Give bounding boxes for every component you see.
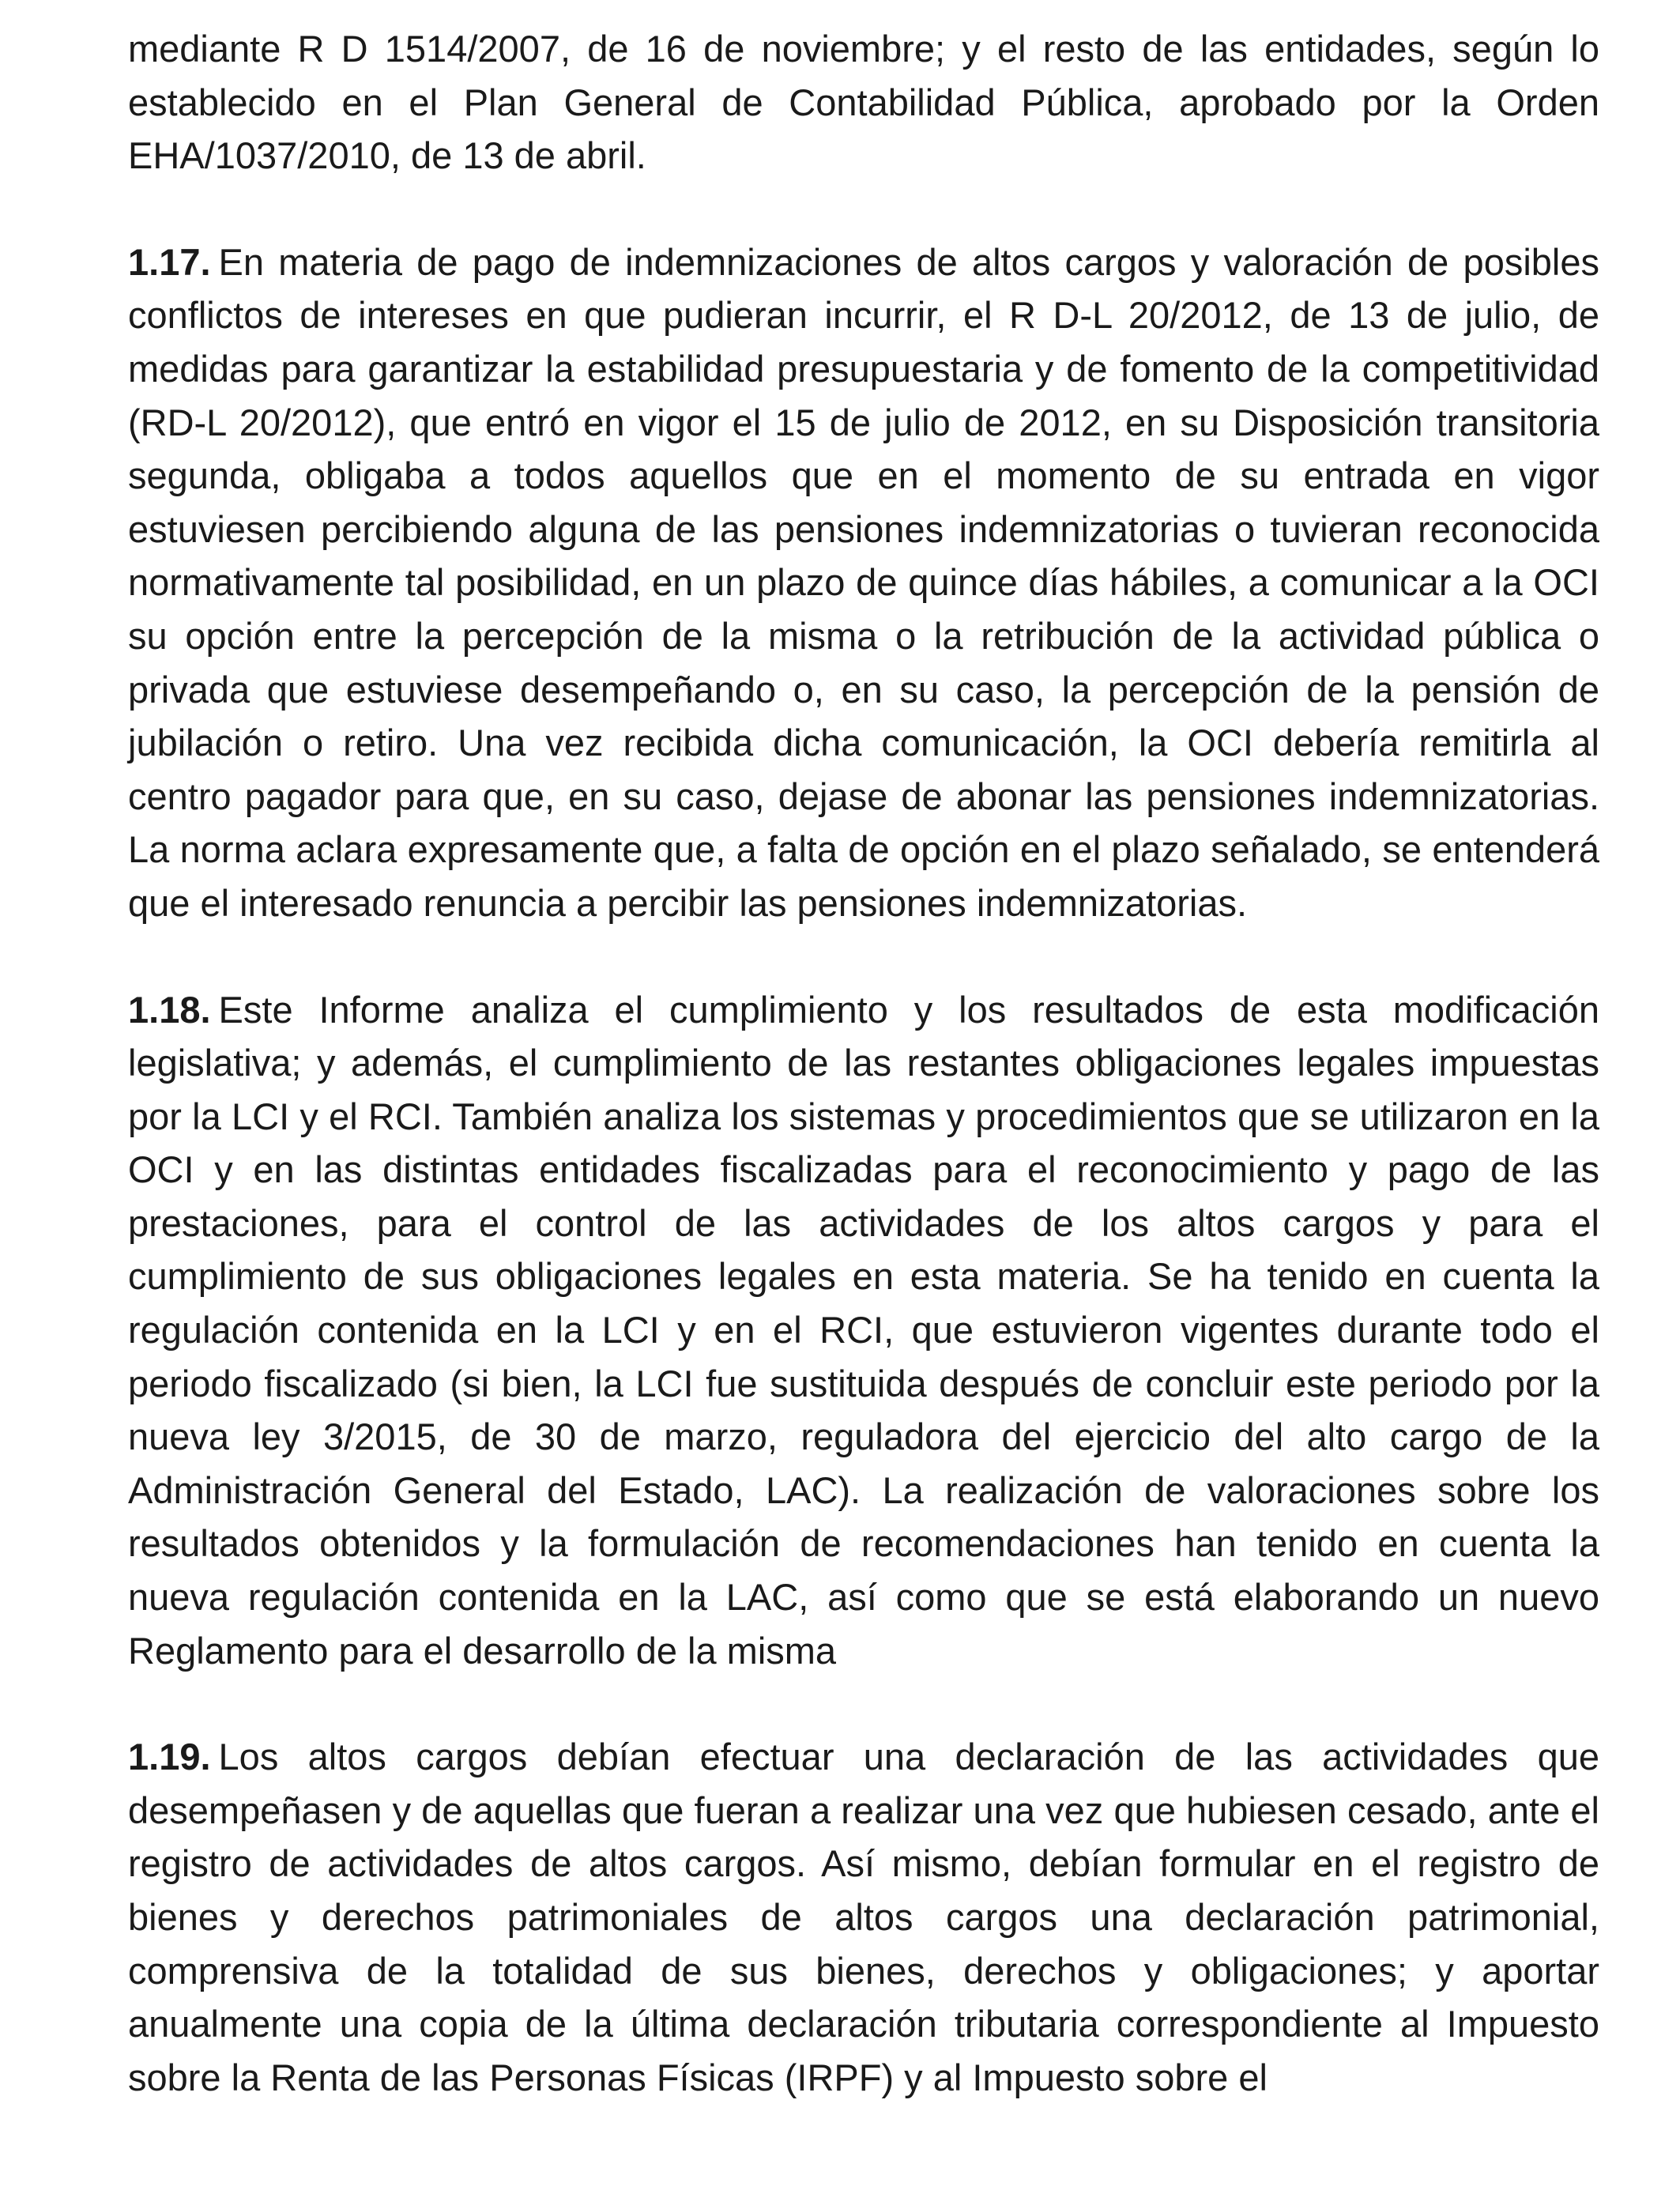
paragraph-text: Este Informe analiza el cumplimiento y los resultados de esta modificación legislativa; y además, el cumplimiento de las restantes obligaciones legales impuestas por la LCI y el RCI. También analiza los sistemas y procedimientos que se utilizaron en la OCI y en las distintas entidades fiscalizadas para el reconocimiento y pago de las prestaciones, para el control de las actividades de los altos cargos y para el cumplimiento de sus obligaciones legales en esta materia. Se ha tenido en cuenta la regulación contenida en la LCI y en el RCI, que estuvieron vigentes durante todo el periodo fiscalizado (si bien, la LCI fue sustituida después de concluir este periodo por la nueva ley 3/2015, de 30 de marzo, reguladora del ejercicio del alto cargo de la Administración General del Estado, LAC). La realización de valoraciones sobre los resultados obtenidos y la formulación de recomendaciones han tenido en cuenta la nueva regulación contenida en la LAC, así como que se está elaborando un nuevo Reglamento para el desarrollo de la misma [128,988,1599,1672]
paragraph-1-19 [128,1730,1599,2104]
paragraph-text: mediante R D 1514/2007, de 16 de noviembre; y el resto de las entidades, según lo establecido en el Plan General de Contabilidad Pública, aprobado por la Orden EHA/1037/2010, de 13 de abril. [128,28,1599,177]
paragraph-text: En materia de pago de indemnizaciones de altos cargos y valoración de posibles conflictos de intereses en que pudieran incurrir, el R D-L 20/2012, de 13 de julio, de medidas para garantizar la estabilidad presupuestaria y de fomento de la competitividad (RD-L 20/2012), que entró en vigor el 15 de julio de 2012, en su Disposición transitoria segunda, obligaba a todos aquellos que en el momento de su entrada en vigor estuviesen percibiendo alguna de las pensiones indemnizatorias o tuvieran reconocida normativamente tal posibilidad, en un plazo de quince días hábiles, a comunicar a la OCI su opción entre la percepción de la misma o la retribución de la actividad pública o privada que estuviese desempeñando o, en su caso, la percepción de la pensión de jubilación o retiro. Una vez recibida dicha comunicación, la OCI debería remitirla al centro pagador para que, en su caso, dejase de abonar las pensiones indemnizatorias. La norma aclara expresamente que, a falta de opción en el plazo señalado, se entenderá que el interesado renuncia a percibir las pensiones indemnizatorias. [128,240,1599,924]
paragraph-1-17 [128,236,1599,930]
paragraph-continuation [128,22,1599,183]
paragraph-number: 1.18. [128,988,211,1031]
paragraph-number: 1.17. [128,240,211,283]
paragraph-1-18 [128,983,1599,1678]
paragraph-number: 1.19. [128,1736,211,1778]
paragraph-text: Los altos cargos debían efectuar una declaración de las actividades que desempeñasen y de aquellas que fueran a realizar una vez que hubiesen cesado, ante el registro de actividades de altos cargos. Así mismo, debían formular en el registro de bienes y derechos patrimoniales de altos cargos una declaración patrimonial, comprensiva de la totalidad de sus bienes, derechos y obligaciones; y aportar anualmente una copia de la última declaración tributaria correspondiente al Impuesto sobre la Renta de las Personas Físicas (IRPF) y al Impuesto sobre el [128,1736,1599,2098]
document-page [128,22,1599,2157]
